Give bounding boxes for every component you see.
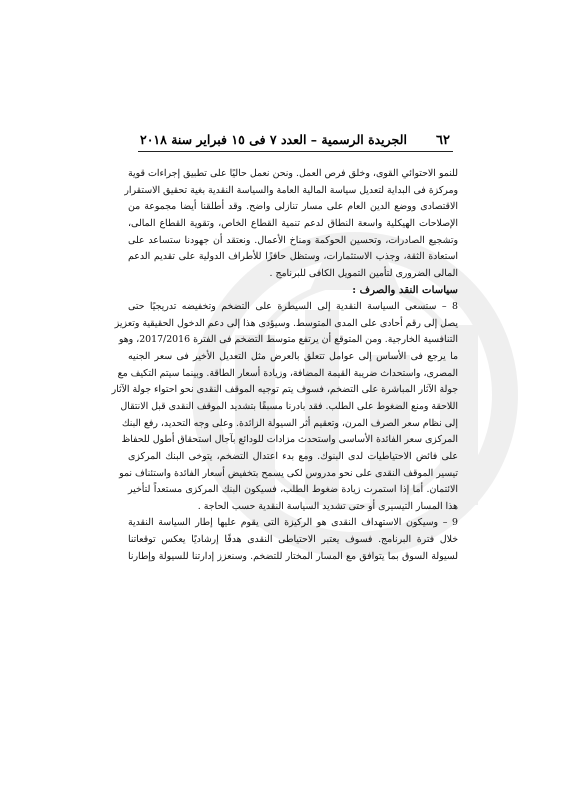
gazette-title: الجريدة الرسمية – العدد ٧ فى ١٥ فبراير سنة ٢٠١٨ (140, 132, 407, 147)
text-line: المركزى سعر الفائدة الأساسى واستحدث مزادات للودائع بآجال استحقاق أطول للحفاظ (121, 434, 458, 446)
header-divider (138, 151, 453, 152)
text-line: اللاحقة ومنع الضغوط على الطلب. فقد بادرنا مسبقًا بتشديد الموقف النقدى قبل الانتقال (120, 400, 458, 412)
text-line: المصرى، واستحداث ضريبة القيمة المضافة، وزيادة أسعار الطاقة. وبينما سيتم التكيف مع (117, 367, 458, 379)
text-line: 8 – ستسعى السياسة النقدية إلى السيطرة على التضخم وتخفيضه تدريجيًا حتى (128, 301, 458, 313)
text-line: خلال فترة البرنامج. فسوف يعتبر الاحتياطى النقدى هدفًا إرشاديًا يعكس توقعاتنا (128, 534, 458, 546)
section-heading: سياسات النقد والصرف : (352, 284, 458, 297)
page-header (140, 132, 450, 148)
text-line: على فائض الاحتياطيات لدى البنوك. ومع بدء اعتدال التضخم، يتوخى البنك المركزى (128, 450, 458, 462)
text-line: جولة الآثار المباشرة على التضخم، فسوف يتم توجيه الموقف النقدى نحو احتواء جولة الآثار (111, 384, 458, 396)
text-line: المالى الضرورى لتأمين التمويل الكافى للبرنامج . (269, 267, 458, 279)
text-line: إلى نظام سعر الصرف المرن، وتعقيم أثر السيولة الزائدة. وعلى وجه التحديد، رفع البنك (121, 417, 458, 429)
text-line: التنافسية الخارجية. ومن المتوقع أن يرتفع متوسط التضخم فى الفترة 2017/2016، وهو (118, 334, 458, 346)
text-line: الإصلاحات الهيكلية واسعة النطاق لدعم تنمية القطاع الخاص، وتقوية القطاع المالى، (128, 217, 458, 229)
text-line: الاقتصادى ووضع الدين العام على مسار تنازلى واضح. وقد أطلقنا أيضا مجموعة من (128, 201, 458, 213)
text-line: لسيولة السوق بما يتوافق مع المسار المختار للتضخم. وسنعزز إدارتنا للسيولة وإطارنا (128, 550, 458, 562)
document-body (111, 166, 458, 565)
text-line: 9 – وسيكون الاستهداف النقدى هو الركيزة التى يقوم عليها إطار السياسة النقدية (128, 517, 458, 529)
page-number: ٦٢ (436, 133, 450, 148)
text-line: تيسير الموقف النقدى على نحو مدروس لكى يسمح بتخفيض أسعار الفائدة واستئناف نمو (119, 467, 458, 479)
text-line: ما يرجع فى الأساس إلى عوامل تتعلق بالعرض مثل التعديل الأخير فى سعر الجنيه (128, 351, 458, 363)
text-line: هذا المسار التيسيرى أو حتى تشديد السياسة النقدية حسب الحاجة . (197, 500, 458, 512)
text-line: الائتمان. أما إذا استمرت زيادة ضغوط الطلب، فسيكون البنك المركزى مستعداً لتأخير (128, 484, 458, 496)
text-line: يصل إلى رقم أحادى على المدى المتوسط. وسيؤدى هذا إلى دعم الدخول الحقيقية وتعزيز (114, 317, 458, 329)
text-line: للنمو الاحتوائي القوى، وخلق فرص العمل. ونحن نعمل حاليًا على تطبيق إجراءات قوية (128, 168, 458, 179)
text-line: ومركزة فى البداية لتعديل سياسة المالية العامة والسياسة النقدية بغية تحقيق الاستقرار (124, 184, 458, 196)
text-line: وتشجيع الصادرات، وتحسين الحوكمة ومناخ الأعمال. ونعتقد أن جهودنا ستساعد على (128, 234, 458, 246)
text-line: استعادة الثقة، وجذب الاستثمارات، وستظل حافزًا للأطراف الدولية على تقديم الدعم (128, 251, 458, 263)
